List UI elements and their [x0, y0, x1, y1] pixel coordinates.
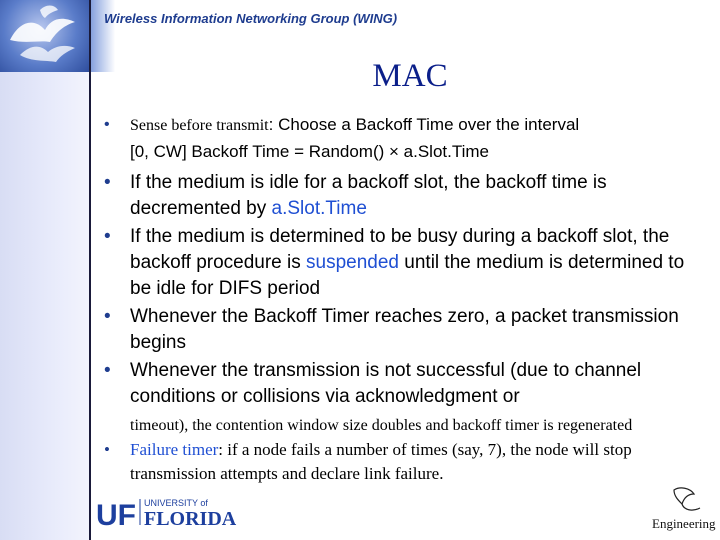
- bullet-formula: [0, CW] Backoff Time = Random() × a.Slot.Time: [130, 142, 490, 161]
- bullet-item: [104, 438, 710, 486]
- doves-logo: [0, 0, 90, 72]
- sidebar-background: [0, 0, 90, 540]
- bullet-text-after: until the medium is determined to be idle for DIFS period: [130, 252, 685, 299]
- group-name: Wireless Information Networking Group (WING): [104, 11, 398, 26]
- bullet-text: Whenever the transmission is not successful (due to channel conditions or collisions via acknowledgment or: [130, 360, 642, 407]
- bullet-label: Failure timer: [130, 440, 219, 459]
- bullet-label: Sense before transmit: [130, 117, 269, 134]
- uf-logo: [96, 495, 246, 534]
- bullet-icon: •: [104, 360, 111, 381]
- engineering-text: Engineering: [652, 516, 716, 531]
- uf-mark: UF: [96, 499, 136, 529]
- doves-icon: [0, 0, 90, 72]
- engineering-logo: [650, 484, 716, 539]
- slide-title: MAC: [372, 58, 448, 94]
- bullet-highlight: suspended: [306, 252, 399, 273]
- bullet-text: Choose a Backoff Time over the interval: [273, 115, 580, 134]
- bullet-highlight: a.Slot.Time: [271, 198, 367, 219]
- bullet-item: [104, 224, 710, 302]
- bullet-text: : if a node fails a number of times (say, 7), the node will stop transmission attempts and declare link failure.: [130, 440, 632, 483]
- florida-text: FLORIDA: [144, 508, 237, 529]
- bullet-colon: :: [268, 115, 274, 134]
- bullet-icon: •: [104, 116, 110, 133]
- sidebar-divider: [89, 0, 91, 540]
- bullet-text: If the medium is idle for a backoff slot, the backoff time is decremented by: [130, 172, 607, 219]
- gator-icon: [674, 488, 694, 504]
- bullet-item: [104, 112, 710, 166]
- bullet-icon: •: [104, 306, 111, 327]
- bullet-item: [104, 304, 710, 356]
- bullet-icon: •: [104, 226, 111, 247]
- university-of-text: UNIVERSITY of: [144, 498, 208, 508]
- bullet-item: [104, 358, 710, 438]
- bullet-text: If the medium is determined to be busy during a backoff slot, the backoff procedure is: [130, 226, 670, 273]
- bullet-icon: •: [104, 440, 110, 459]
- bullet-text: Whenever the Backoff Timer reaches zero, a packet transmission begins: [130, 306, 679, 353]
- bullet-item: [104, 170, 710, 222]
- bullet-list: [104, 112, 710, 486]
- bullet-continuation: timeout), the contention window size doubles and backoff timer is regenerated: [130, 417, 633, 434]
- bullet-icon: •: [104, 172, 111, 193]
